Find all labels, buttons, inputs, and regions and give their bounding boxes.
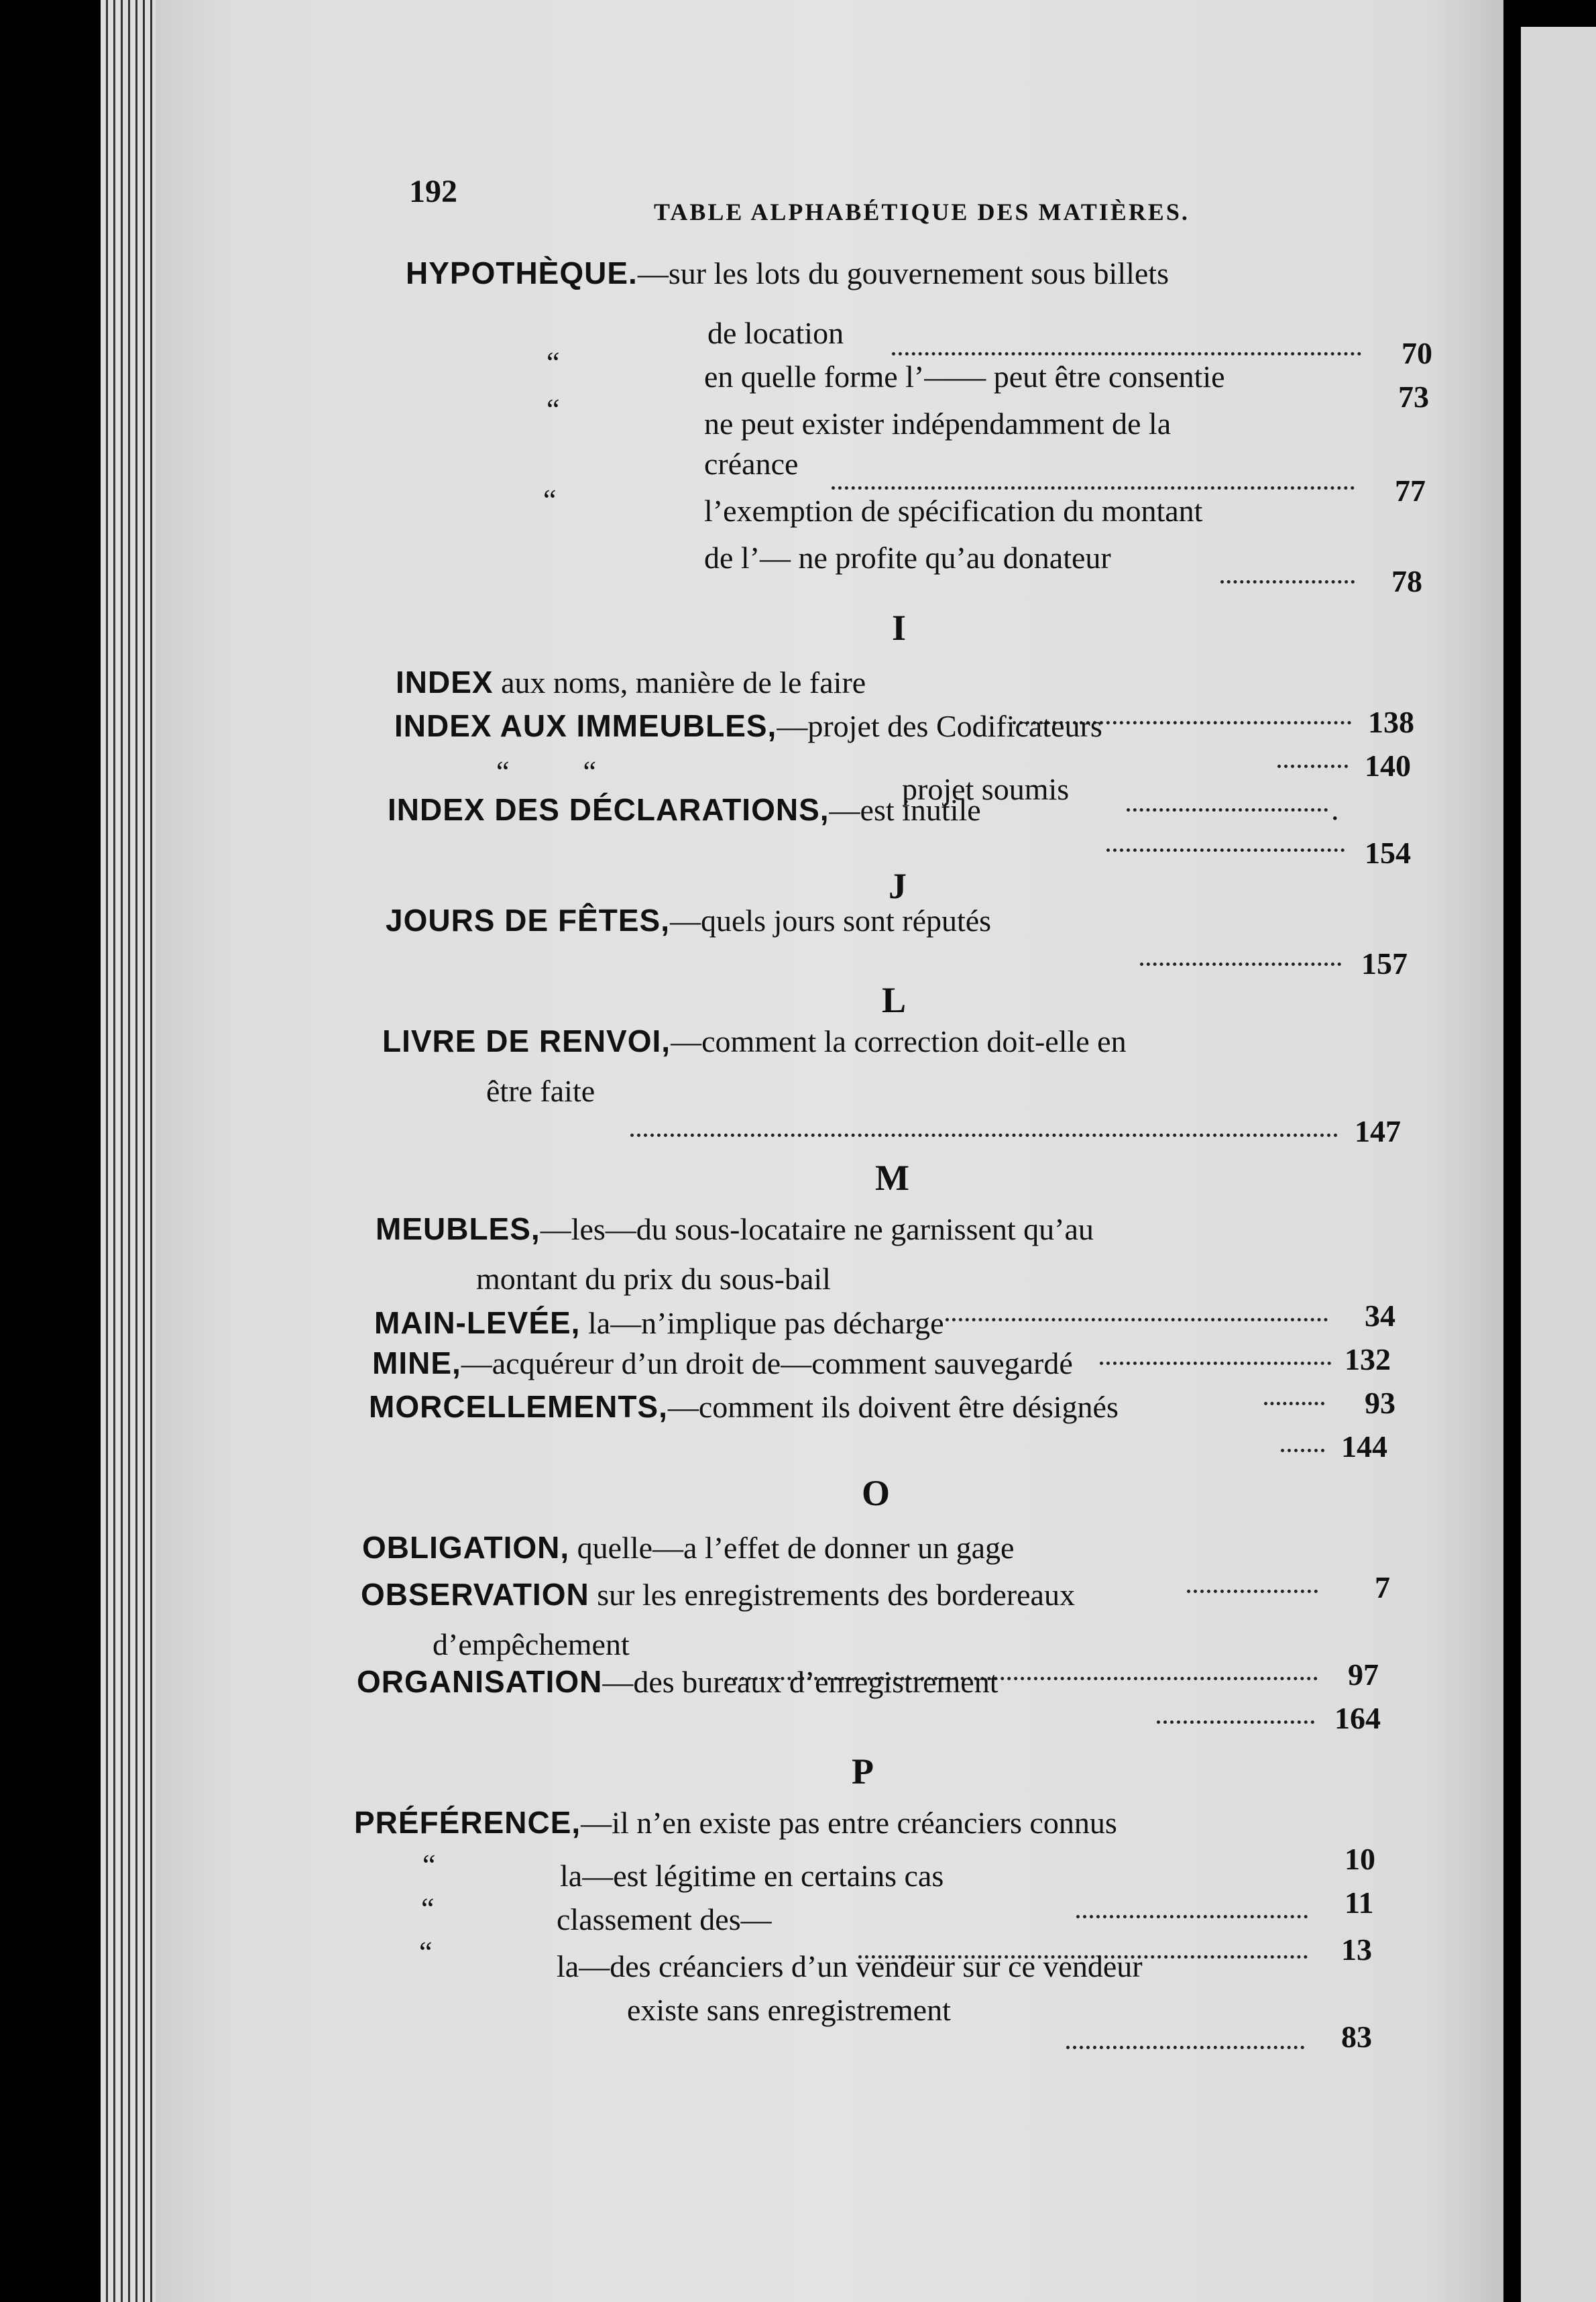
ditto-marks: “ “ [496, 755, 597, 788]
page-number: 192 [409, 174, 457, 209]
leader-dots [946, 1318, 1328, 1321]
entry-head: MINE, [372, 1346, 461, 1380]
entry-text: la—des créanciers d’un vendeur sur ce vendeur [557, 1949, 1143, 1983]
entry-head: MORCELLEMENTS, [369, 1389, 668, 1424]
entry-head: OBSERVATION [361, 1577, 589, 1612]
page-ref: 147 [1355, 1114, 1401, 1148]
entry-text: la—n’implique pas décharge [587, 1306, 944, 1340]
section-letter-l: L [882, 980, 907, 1020]
ditto-mark: “ [547, 346, 560, 379]
leader-dots [1066, 2046, 1304, 2049]
page-ref: 93 [1365, 1386, 1395, 1420]
entry-text: —acquéreur d’un droit de—comment sauvegardé [461, 1346, 1073, 1380]
entry-organisation [357, 1663, 999, 1700]
entry-text: sur les enregistrements des bordereaux [597, 1578, 1075, 1612]
leader-dots [630, 1134, 1338, 1137]
leader-dots [832, 486, 1355, 490]
entry-meubles [376, 1211, 1094, 1247]
page-ref: 140 [1365, 749, 1411, 783]
facing-page-edge [1521, 27, 1596, 2302]
entry-text: créance [704, 447, 799, 481]
entry-text: —des bureaux d’enregistrement [602, 1665, 999, 1699]
ditto-mark: “ [543, 484, 557, 516]
page-ref: 83 [1341, 2020, 1372, 2054]
entry-line [704, 359, 1225, 394]
page-ref: 138 [1368, 705, 1414, 739]
entry-text: —est inutile [829, 793, 981, 827]
leader-dots [1157, 1720, 1314, 1724]
entry-observation [361, 1576, 1075, 1612]
entry-line [704, 406, 1171, 441]
entry-head: MEUBLES, [376, 1211, 540, 1246]
entry-obligation [362, 1529, 1014, 1566]
entry-text: aux noms, manière de le faire [501, 665, 866, 700]
entry-text: être faite [486, 1074, 595, 1108]
entry-text: en quelle forme l’—— peut être consentie [704, 360, 1225, 394]
page-ref: 154 [1365, 836, 1411, 870]
entry-text: —comment ils doivent être désignés [667, 1390, 1119, 1424]
page-ref: 97 [1348, 1657, 1379, 1692]
entry-hypotheque [406, 255, 1169, 291]
entry-text: quelle—a l’effet de donner un gage [577, 1531, 1015, 1565]
entry-morcellements [369, 1388, 1119, 1425]
entry-text: de l’— ne profite qu’au donateur [704, 541, 1111, 575]
section-letter-i: I [892, 608, 907, 648]
entry-index-declarations [388, 791, 981, 828]
entry-head: LIVRE DE RENVOI, [382, 1024, 671, 1058]
entry-head: INDEX AUX IMMEUBLES, [394, 708, 777, 743]
entry-line [704, 446, 798, 482]
entry-index-immeubles [394, 708, 1102, 744]
entry-head: ORGANISATION [357, 1664, 603, 1699]
ditto-mark: “ [422, 1849, 436, 1881]
page-ref: 157 [1361, 946, 1408, 981]
entry-jours-de-fetes [386, 902, 991, 938]
entry-text: —projet des Codificateurs [777, 709, 1102, 743]
page-stack-edges [101, 0, 161, 2302]
entry-line [557, 1949, 1143, 1984]
section-letter-j: J [889, 866, 907, 906]
entry-head: INDEX DES DÉCLARATIONS, [388, 792, 830, 827]
entry-head: JOURS DE FÊTES, [386, 903, 670, 938]
entry-head: INDEX [396, 665, 494, 700]
page-ref: 11 [1345, 1885, 1374, 1920]
entry-head: OBLIGATION, [362, 1530, 570, 1565]
entry-text: de location [707, 316, 844, 350]
leader-dots [1140, 963, 1341, 966]
page-ref: 73 [1398, 380, 1429, 414]
page-ref: . [1331, 792, 1339, 826]
page-ref: 78 [1391, 564, 1422, 598]
entry-main-levee [374, 1305, 944, 1341]
entry-text: projet soumis [902, 772, 1070, 806]
entry-line [486, 1073, 595, 1109]
entry-text: —quels jours sont réputés [669, 903, 992, 938]
entry-livre-de-renvoi [382, 1023, 1127, 1059]
entry-head: HYPOTHÈQUE. [406, 256, 638, 290]
entry-text: montant du prix du sous-bail [476, 1262, 831, 1296]
page-ref: 132 [1345, 1342, 1391, 1376]
leader-dots [1100, 1362, 1331, 1365]
entry-line [704, 540, 1111, 576]
leader-dots [1127, 808, 1328, 812]
page-ref: 144 [1341, 1429, 1387, 1464]
ditto-mark: “ [547, 393, 560, 426]
entry-line [433, 1627, 630, 1662]
page-ref: 70 [1402, 336, 1432, 370]
entry-text: l’exemption de spécification du montant [704, 494, 1203, 528]
entry-head: PRÉFÉRENCE, [354, 1805, 581, 1840]
leader-dots [892, 352, 1361, 355]
page-ref: 77 [1395, 474, 1426, 508]
entry-text: classement des— [557, 1902, 772, 1936]
page-ref: 13 [1341, 1932, 1372, 1967]
entry-text: ne peut exister indépendamment de la [704, 406, 1172, 441]
entry-head: MAIN-LEVÉE, [374, 1305, 581, 1340]
page-ref: 34 [1365, 1299, 1395, 1333]
entry-text: existe sans enregistrement [627, 1993, 951, 2027]
entry-text: —les—du sous-locataire ne garnissent qu’au [540, 1212, 1094, 1246]
entry-line [557, 1902, 772, 1937]
leader-dots [1281, 1449, 1324, 1452]
ditto-mark: “ [419, 1936, 433, 1969]
leader-dots [1076, 1915, 1308, 1918]
entry-line [707, 315, 844, 351]
entry-preference [354, 1804, 1117, 1841]
entry-line [627, 1992, 951, 2028]
leader-dots [1264, 1402, 1324, 1405]
page-ref: 164 [1334, 1701, 1381, 1735]
section-letter-m: M [875, 1158, 909, 1198]
entry-mine [372, 1345, 1073, 1381]
entry-text: —il n’en existe pas entre créanciers connus [581, 1806, 1117, 1840]
page-ref: 7 [1375, 1570, 1390, 1604]
section-letter-p: P [852, 1751, 874, 1792]
entry-line [560, 1858, 944, 1894]
leader-dots [1220, 580, 1355, 584]
entry-text: —comment la correction doit-elle en [671, 1024, 1127, 1058]
leader-dots [1106, 848, 1345, 852]
running-head: TABLE ALPHABÉTIQUE DES MATIÈRES. [654, 199, 1190, 225]
entry-text: la—est légitime en certains cas [560, 1859, 944, 1893]
entry-line [704, 493, 1202, 529]
section-letter-o: O [862, 1473, 891, 1513]
ditto-mark: “ [421, 1892, 435, 1925]
entry-index [396, 664, 866, 700]
entry-text: d’empêchement [433, 1627, 630, 1661]
page-ref: 10 [1345, 1842, 1375, 1876]
leader-dots [1187, 1590, 1318, 1593]
entry-line [476, 1261, 831, 1297]
entry-text: —sur les lots du gouvernement sous billets [637, 256, 1169, 290]
leader-dots [1277, 765, 1348, 768]
